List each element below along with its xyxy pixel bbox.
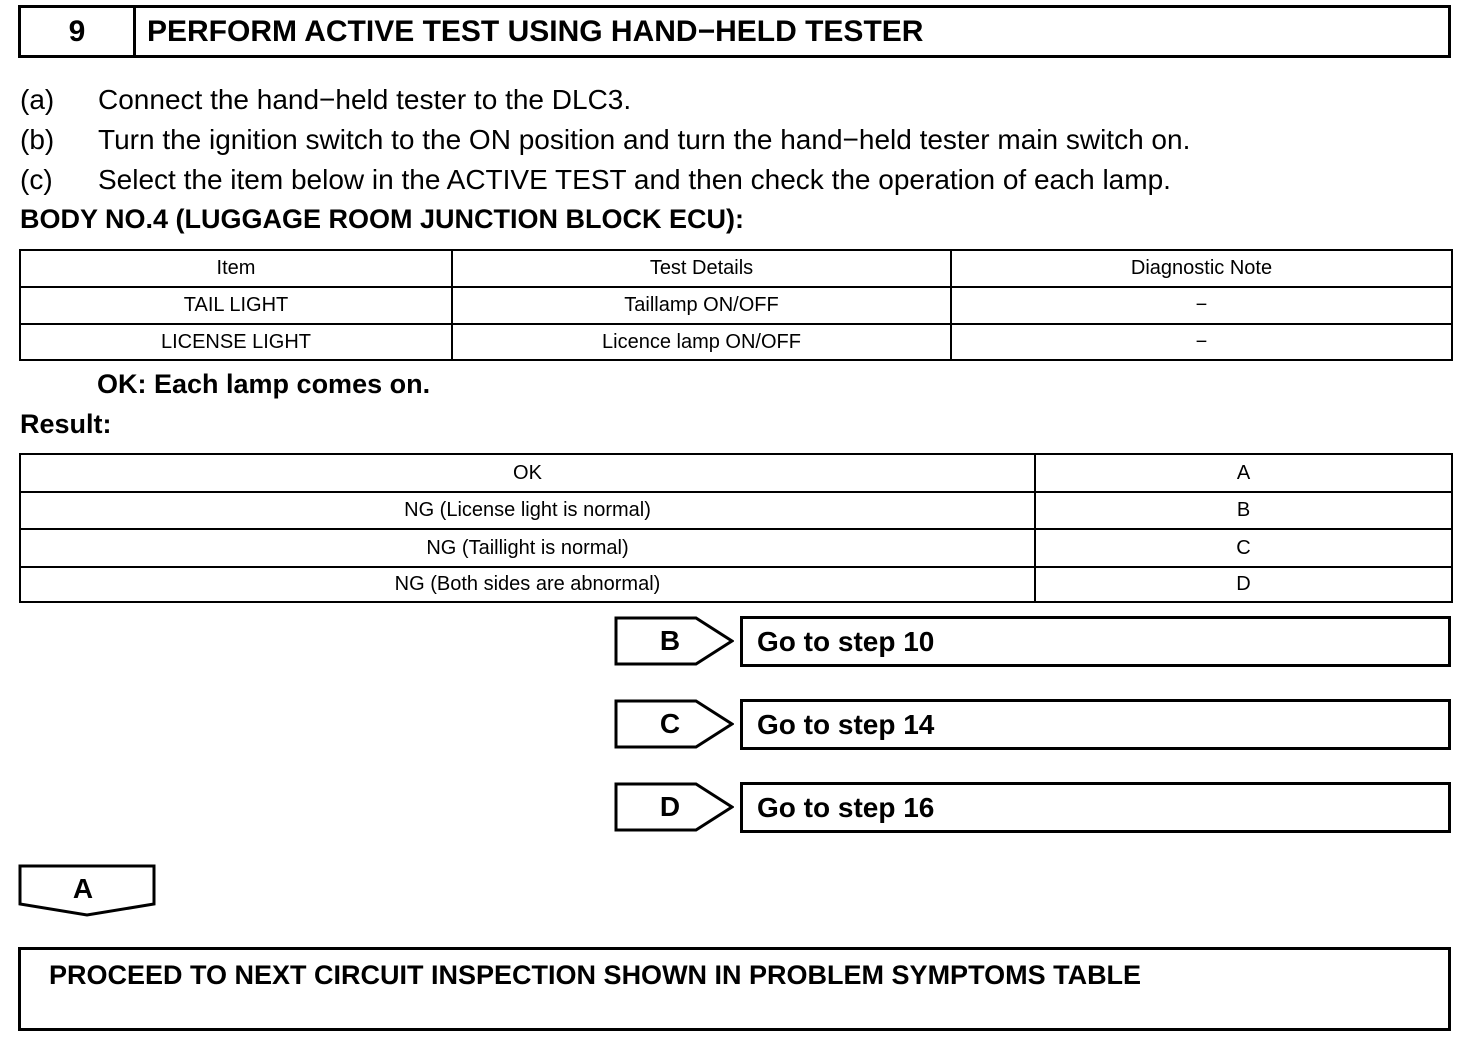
table-row	[20, 287, 1452, 324]
table-cell: B	[1035, 492, 1452, 529]
instruction-b	[20, 124, 1190, 156]
instruction-text: Select the item below in the ACTIVE TEST and then check the operation of each lamp.	[98, 164, 1171, 195]
final-action-box	[18, 947, 1451, 1031]
table-cell: TAIL LIGHT	[20, 287, 452, 324]
table-cell: Licence lamp ON/OFF	[452, 324, 951, 360]
instruction-c	[20, 164, 1171, 196]
table-cell: A	[1035, 454, 1452, 492]
instruction-label: (a)	[20, 84, 55, 115]
column-header: Diagnostic Note	[951, 250, 1452, 287]
jump-tag-b	[614, 616, 734, 666]
table-row	[20, 529, 1452, 567]
step-number: 9	[21, 8, 136, 55]
step-title: PERFORM ACTIVE TEST USING HAND−HELD TESTER	[147, 14, 924, 48]
jump-tag-d	[614, 782, 734, 832]
table-row	[20, 454, 1452, 492]
table-header-row	[20, 250, 1452, 287]
table-cell: LICENSE LIGHT	[20, 324, 452, 360]
result-heading: Result:	[20, 409, 112, 439]
jump-tag-c	[614, 699, 734, 749]
table-cell: −	[951, 287, 1452, 324]
jump-tag-label: C	[659, 708, 681, 739]
ok-condition: OK: Each lamp comes on.	[97, 369, 431, 399]
jump-target-b: Go to step 10	[740, 616, 1451, 667]
table-row	[20, 324, 1452, 360]
instruction-label: (c)	[20, 164, 53, 195]
active-test-table	[19, 249, 1453, 361]
result-table	[19, 453, 1453, 603]
table-cell: NG (Both sides are abnormal)	[20, 567, 1035, 602]
continue-tag-label: A	[72, 873, 94, 904]
table-cell: OK	[20, 454, 1035, 492]
table-row	[20, 492, 1452, 529]
instruction-a	[20, 84, 631, 116]
table-cell: NG (License light is normal)	[20, 492, 1035, 529]
column-header: Test Details	[452, 250, 951, 287]
table-row	[20, 567, 1452, 602]
table-cell: D	[1035, 567, 1452, 602]
instruction-text: Turn the ignition switch to the ON position and turn the hand−held tester main switch on.	[98, 124, 1191, 155]
table-cell: NG (Taillight is normal)	[20, 529, 1035, 567]
instruction-label: (b)	[20, 124, 55, 155]
continue-tag-a	[18, 864, 156, 918]
instruction-text: Connect the hand−held tester to the DLC3.	[98, 84, 632, 115]
final-action-text: PROCEED TO NEXT CIRCUIT INSPECTION SHOWN IN PROBLEM SYMPTOMS TABLE	[49, 960, 1142, 990]
table-cell: Taillamp ON/OFF	[452, 287, 951, 324]
jump-target-c: Go to step 14	[740, 699, 1451, 750]
column-header: Item	[20, 250, 452, 287]
jump-tag-label: D	[659, 791, 681, 822]
section-heading: BODY NO.4 (LUGGAGE ROOM JUNCTION BLOCK ECU):	[20, 204, 745, 234]
jump-target-d: Go to step 16	[740, 782, 1451, 833]
table-cell: −	[951, 324, 1452, 360]
table-cell: C	[1035, 529, 1452, 567]
step-header	[18, 5, 1451, 58]
jump-tag-label: B	[659, 625, 681, 656]
